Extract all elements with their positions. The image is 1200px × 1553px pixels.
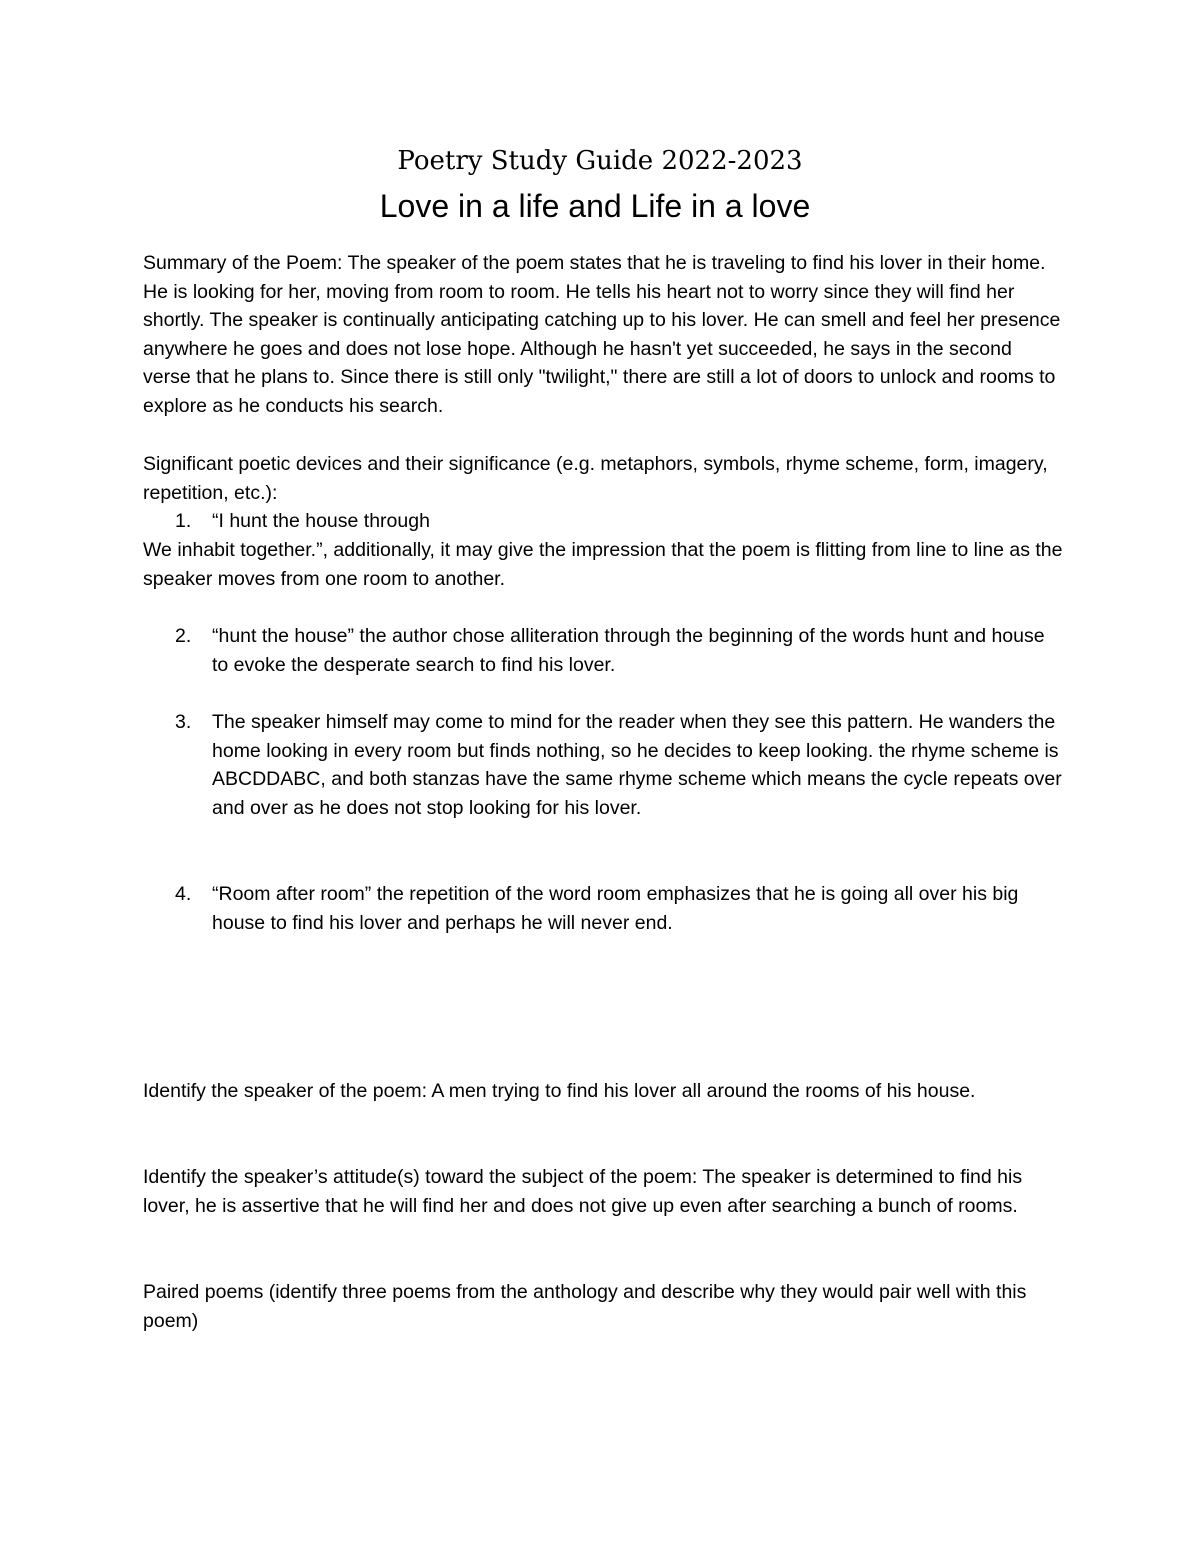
document-subtitle: Poetry Study Guide 2022-2023 [397,146,803,176]
summary-text: Summary of the Poem: The speaker of the poem states that he is traveling to find his lover in their home. He is looking for her, moving from room to room. He tells his heart not to worry since they will find her shortly. The speaker is continually anticipating catching up to his lover. He can smell and feel her presence anywhere he goes and does not lose hope. Although he hasn't yet succeeded, he says in the second verse that he plans to. Since there is still only "twilight," there are still a lot of doors to unlock and rooms to explore as he conducts his search. [143,252,1061,417]
speaker-text: Identify the speaker of the poem: A men trying to find his lover all around the rooms of his house. [143,1080,976,1102]
list-item-continuation [143,536,1063,593]
attitude-text: Identify the speaker’s attitude(s) toward the subject of the poem: The speaker is determined to find his lover, he is assertive that he will find her and does not give up even after searching a bunch of rooms. [143,1166,1023,1217]
devices-intro-text: Significant poetic devices and their significance (e.g. metaphors, symbols, rhyme scheme, form, imagery, repetition, etc.): [143,453,1048,504]
speaker-paragraph [143,1077,1063,1106]
list-item-text: “I hunt the house through [212,510,430,532]
list-item-number: 4. [175,883,192,905]
list-item-number: 3. [175,711,192,733]
document-title: Love in a life and Life in a love [379,188,811,224]
list-item-text: The speaker himself may come to mind for the reader when they see this pattern. He wanders the home looking in every room but finds nothing, so he decides to keep looking. the rhyme scheme is ABCDDABC, and both stanzas have the same rhyme scheme which means the cycle repeats over and over as he does not stop looking for his lover. [212,711,1062,819]
list-item-number: 1. [175,510,192,532]
list-item-text: “Room after room” the repetition of the word room emphasizes that he is going all over his big house to find his lover and perhaps he will never end. [212,883,1019,934]
paired-poems-paragraph [143,1278,1063,1335]
paired-poems-text: Paired poems (identify three poems from the anthology and describe why they would pair well with this poem) [143,1281,1027,1332]
summary-paragraph [143,249,1063,421]
attitude-paragraph [143,1163,1063,1220]
list-item-text: “hunt the house” the author chose alliteration through the beginning of the words hunt and house to evoke the desperate search to find his lover. [212,625,1045,676]
devices-intro [143,450,1063,507]
list-item-continuation-text: We inhabit together.”, additionally, it may give the impression that the poem is flitting from line to line as the speaker moves from one room to another. [143,539,1063,590]
list-item-number: 2. [175,625,192,647]
